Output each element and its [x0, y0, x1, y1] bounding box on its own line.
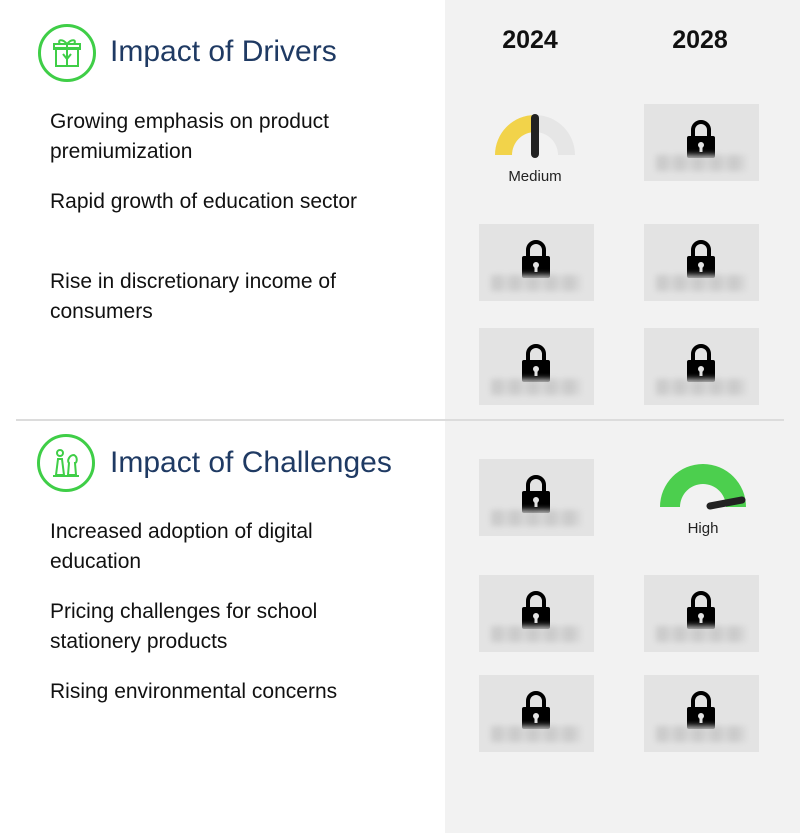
locked-value	[644, 104, 759, 181]
gift-box-icon	[38, 24, 96, 82]
impact-gauge-high	[648, 462, 758, 542]
padlock-icon	[519, 238, 553, 280]
driver-item: Growing emphasis on product premiumization	[50, 110, 329, 163]
column-header-2028: 2028	[672, 26, 728, 54]
padlock-icon	[684, 689, 718, 731]
padlock-icon	[684, 118, 718, 160]
locked-value	[479, 224, 594, 301]
drivers-title: Impact of Drivers	[110, 35, 337, 68]
column-header-2024: 2024	[502, 26, 558, 54]
locked-value	[479, 575, 594, 652]
locked-value	[644, 328, 759, 405]
locked-value	[644, 224, 759, 301]
challenge-item: Pricing challenges for school stationery products	[50, 600, 318, 653]
padlock-icon	[684, 589, 718, 631]
padlock-icon	[519, 342, 553, 384]
locked-value	[479, 328, 594, 405]
locked-value	[644, 575, 759, 652]
locked-value	[644, 675, 759, 752]
padlock-icon	[519, 473, 553, 515]
gauge-label: High	[687, 520, 719, 537]
driver-item: Rapid growth of education sector	[50, 190, 358, 213]
driver-item: Rise in discretionary income of consumers	[50, 270, 336, 323]
challenges-title: Impact of Challenges	[110, 446, 392, 479]
locked-value	[479, 675, 594, 752]
impact-gauge-medium	[480, 110, 590, 190]
challenge-item: Increased adoption of digital education	[50, 520, 313, 573]
padlock-icon	[684, 342, 718, 384]
section-divider	[16, 419, 784, 421]
padlock-icon	[519, 589, 553, 631]
chess-pieces-icon	[37, 434, 95, 492]
gauge-label: Medium	[508, 168, 562, 185]
challenge-item: Rising environmental concerns	[50, 680, 338, 703]
padlock-icon	[519, 689, 553, 731]
padlock-icon	[684, 238, 718, 280]
locked-value	[479, 459, 594, 536]
